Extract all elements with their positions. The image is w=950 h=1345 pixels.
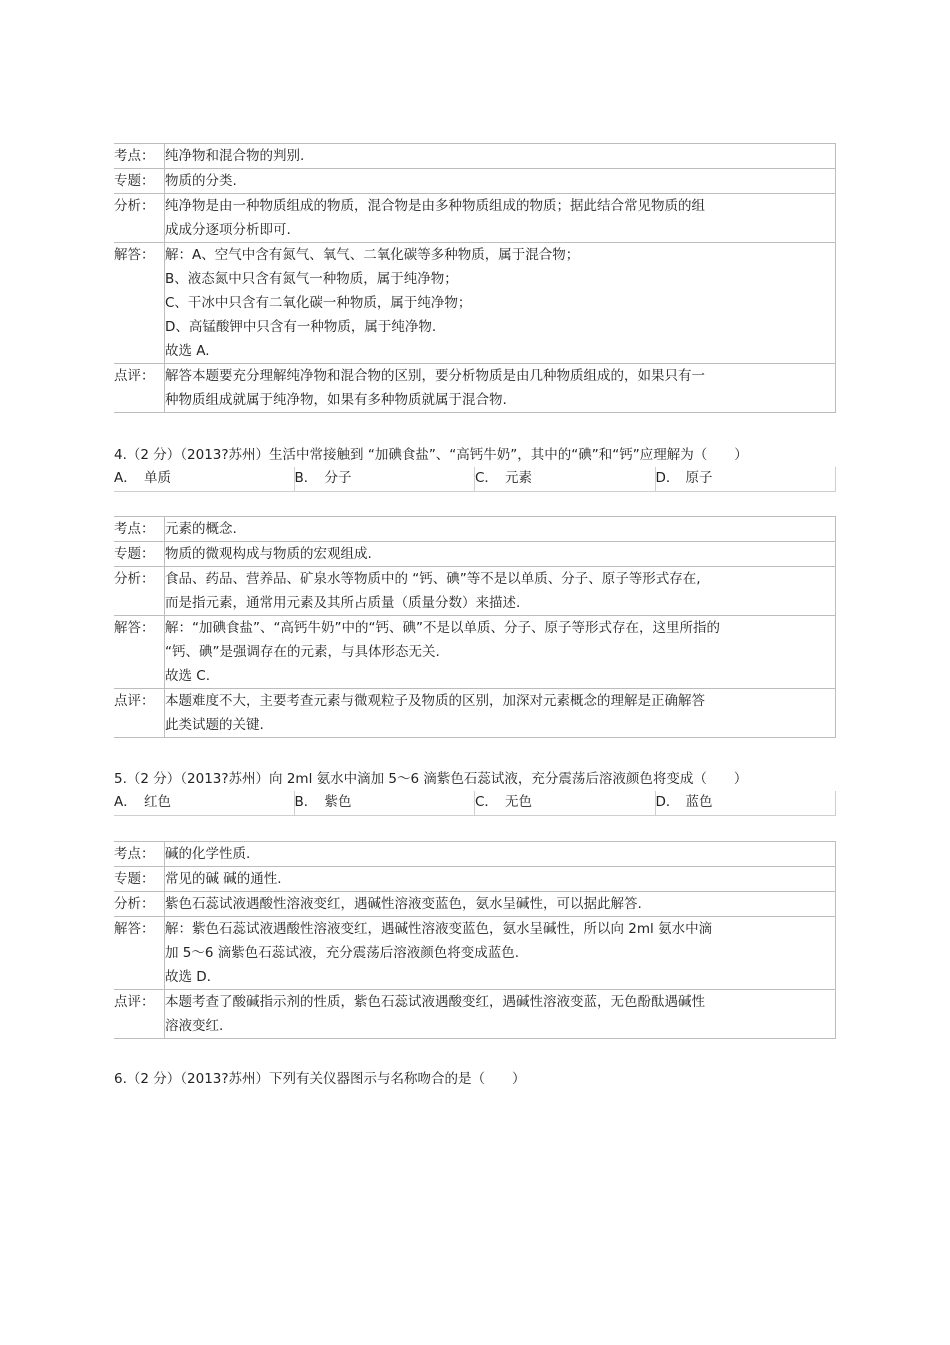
row-text: B、液态氮中只含有氮气一种物质，属于纯净物； — [165, 271, 458, 287]
option-letter: D． — [655, 794, 680, 810]
row-text: 解答本题要充分理解纯净物和混合物的区别，要分析物质是由几种物质组成的，如果只有一 — [165, 368, 705, 384]
analysis-row-zhuanti — [114, 867, 836, 892]
row-text: 食品、药品、营养品、矿泉水等物质中的 “钙、碘”等不是以单质、分子、原子等形式存在, — [165, 571, 701, 587]
row-label: 分析： — [114, 892, 165, 917]
option-letter: D． — [655, 470, 680, 486]
row-label: 专题： — [114, 542, 165, 567]
option-text: 单质 — [144, 470, 171, 486]
option-d[interactable] — [656, 791, 837, 815]
question-6: 6.（2 分）（2013?苏州）下列有关仪器图示与名称吻合的是（ ） — [114, 1071, 526, 1087]
row-label: 解答： — [114, 917, 165, 990]
analysis-row-fenxi — [114, 892, 836, 917]
row-text: 故选 C. — [165, 668, 211, 684]
analysis-row-kaodian — [114, 144, 836, 169]
analysis-row-kaodian — [114, 517, 836, 542]
row-label: 分析： — [114, 194, 165, 243]
row-text: C、干冰中只含有二氧化碳一种物质，属于纯净物； — [165, 295, 472, 311]
analysis-row-jieda — [114, 616, 836, 689]
row-text: 解：紫色石蕊试液遇酸性溶液变红，遇碱性溶液变蓝色，氨水呈碱性，所以向 2ml 氨水中滴 — [165, 921, 713, 937]
row-label: 专题： — [114, 867, 165, 892]
row-text: 碱的化学性质. — [165, 846, 251, 862]
analysis-row-jieda — [114, 917, 836, 990]
option-letter: C． — [475, 794, 498, 810]
row-text: 纯净物和混合物的判别. — [165, 148, 305, 164]
analysis-row-jieda — [114, 243, 836, 364]
option-b[interactable] — [295, 467, 476, 491]
option-d[interactable] — [656, 467, 837, 491]
analysis-row-fenxi — [114, 567, 836, 616]
row-label: 点评： — [114, 990, 165, 1039]
row-label: 专题： — [114, 169, 165, 194]
option-text: 蓝色 — [685, 794, 713, 810]
row-label: 点评： — [114, 364, 165, 413]
row-text: 本题考查了酸碱指示剂的性质，紫色石蕊试液遇酸变红，遇碱性溶液变蓝，无色酚酞遇碱性 — [165, 994, 705, 1010]
option-a[interactable] — [114, 467, 295, 491]
option-letter: C． — [475, 470, 498, 486]
row-label: 考点： — [114, 517, 165, 542]
row-text: 故选 D. — [165, 969, 211, 985]
row-text: 纯净物是由一种物质组成的物质，混合物是由多种物质组成的物质；据此结合常见物质的组 — [165, 198, 705, 214]
row-text: 故选 A. — [165, 343, 210, 359]
row-label: 解答： — [114, 616, 165, 689]
row-text: 加 5～6 滴紫色石蕊试液，充分震荡后溶液颜色将变成蓝色. — [165, 945, 520, 961]
row-text: 种物质组成就属于纯净物，如果有多种物质就属于混合物. — [165, 392, 507, 408]
row-text: 此类试题的关键. — [165, 717, 264, 733]
row-text: 解：A、空气中含有氮气、氧气、二氧化碳等多种物质，属于混合物； — [165, 247, 580, 263]
row-text: 本题难度不大，主要考查元素与微观粒子及物质的区别，加深对元素概念的理解是正确解答 — [165, 693, 705, 709]
row-text: D、高锰酸钾中只含有一种物质，属于纯净物. — [165, 319, 437, 335]
option-text: 分子 — [324, 470, 352, 486]
option-b[interactable] — [295, 791, 476, 815]
option-letter: A． — [114, 794, 137, 810]
row-text: 溶液变红. — [165, 1018, 224, 1034]
row-text: “钙、碘”是强调存在的元素，与具体形态无关. — [165, 644, 440, 660]
options-q4 — [114, 467, 836, 492]
options-q5 — [114, 791, 836, 816]
row-text: 常见的碱 碱的通性. — [165, 871, 282, 887]
row-text: 紫色石蕊试液遇酸性溶液变红，遇碱性溶液变蓝色，氨水呈碱性，可以据此解答. — [165, 896, 642, 912]
option-text: 红色 — [144, 794, 171, 810]
row-label: 点评： — [114, 689, 165, 738]
row-label: 分析： — [114, 567, 165, 616]
option-letter: A． — [114, 470, 137, 486]
analysis-row-dianping — [114, 364, 836, 413]
row-text: 物质的分类. — [165, 173, 237, 189]
analysis-row-dianping — [114, 689, 836, 738]
row-text: 元素的概念. — [165, 521, 237, 537]
option-text: 元素 — [505, 470, 532, 486]
row-label: 解答： — [114, 243, 165, 364]
question-4: 4.（2 分）（2013?苏州）生活中常接触到 “加碘食盐”、“高钙牛奶”，其中的“碘”和“钙”应理解为（ ） — [114, 447, 748, 463]
row-label: 考点： — [114, 842, 165, 867]
row-text: 成成分逐项分析即可. — [165, 222, 291, 238]
option-letter: B． — [294, 794, 318, 810]
row-text: 物质的微观构成与物质的宏观组成. — [165, 546, 372, 562]
option-c[interactable] — [475, 467, 656, 491]
question-5: 5.（2 分）（2013?苏州）向 2ml 氨水中滴加 5～6 滴紫色石蕊试液，充分震荡后溶液颜色将变成（ ） — [114, 771, 748, 787]
analysis-row-zhuanti — [114, 169, 836, 194]
option-c[interactable] — [475, 791, 656, 815]
option-letter: B． — [294, 470, 318, 486]
row-text: 解：“加碘食盐”、“高钙牛奶”中的“钙、碘”不是以单质、分子、原子等形式存在，这里所指的 — [165, 620, 720, 636]
analysis-row-dianping — [114, 990, 836, 1039]
analysis-table-q5 — [114, 841, 836, 1039]
row-label: 考点： — [114, 144, 165, 169]
option-a[interactable] — [114, 791, 295, 815]
row-text: 而是指元素，通常用元素及其所占质量（质量分数）来描述. — [165, 595, 521, 611]
analysis-table-q4 — [114, 516, 836, 738]
analysis-row-kaodian — [114, 842, 836, 867]
analysis-row-zhuanti — [114, 542, 836, 567]
analysis-table-q3 — [114, 143, 836, 413]
option-text: 原子 — [685, 470, 713, 486]
option-text: 无色 — [505, 794, 532, 810]
option-text: 紫色 — [324, 794, 352, 810]
analysis-row-fenxi — [114, 194, 836, 243]
